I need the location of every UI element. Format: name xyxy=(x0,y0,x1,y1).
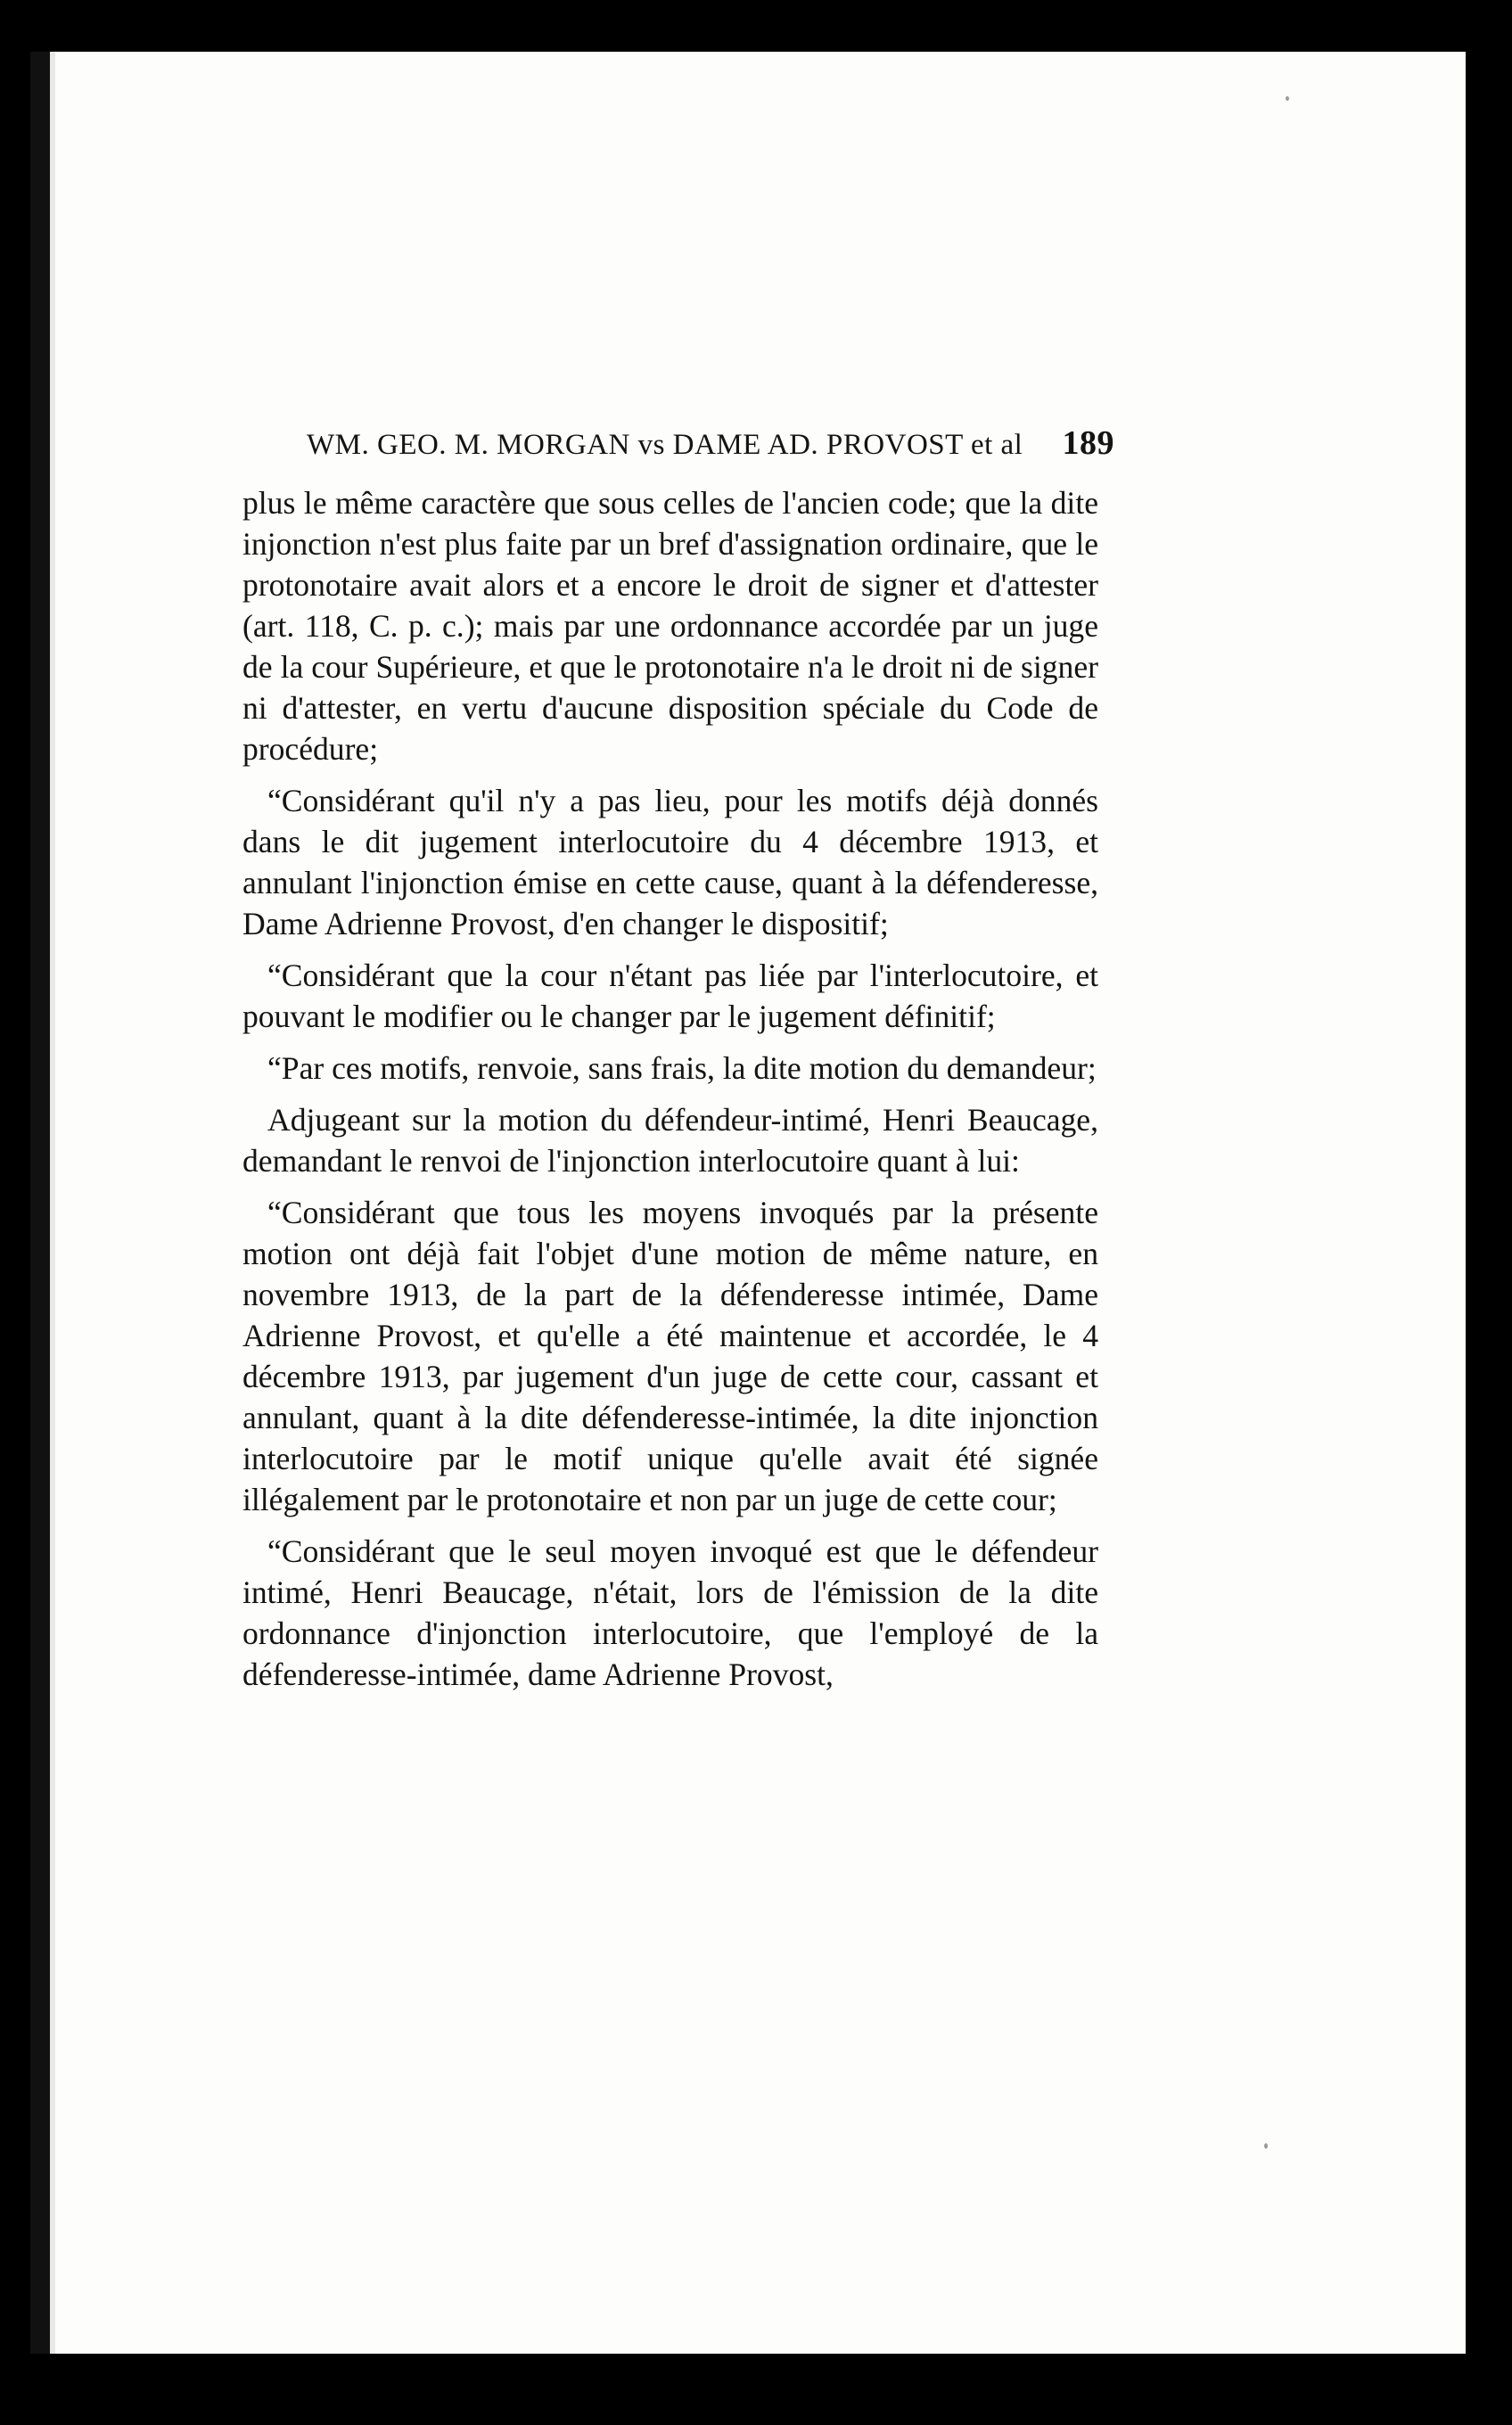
paragraph: “Considérant qu'il n'y a pas lieu, pour les motifs déjà donnés dans le dit jugement interlocutoire du 4 décembre 1913, et annulant l'injonction émise en cette cause, quant à la défenderesse, Dame Adrienne Provost, d'en changer le dispositif; xyxy=(242,783,1098,941)
paragraph: Adjugeant sur la motion du défendeur-intimé, Henri Beaucage, demandant le renvoi de l'injonction interlocutoire quant à lui: xyxy=(242,1102,1098,1179)
paragraph: “Considérant que la cour n'étant pas liée par l'interlocutoire, et pouvant le modifier ou le changer par le jugement définitif; xyxy=(242,958,1098,1034)
paragraph: plus le même caractère que sous celles de l'ancien code; que la dite injonction n'est plus faite par un bref d'assignation ordinaire, que le protonotaire avait alors et a encore le droit de signer et d'attester (art. 118, C. p. c.); mais par une ordonnance accordée par un juge de la cour Supérieure, et que le protonotaire n'a le droit ni de signer ni d'attester, en vertu d'aucune disposition spéciale du Code de procédure; xyxy=(242,485,1098,767)
paragraph: “Considérant que tous les moyens invoqués par la présente motion ont déjà fait l'objet d'une motion de même nature, en novembre 1913, de la part de la défenderesse intimée, Dame Adrienne Provost, et qu'elle a été maintenue et accordée, le 4 décembre 1913, par jugement d'un juge de cette cour, cassant et annulant, quant à la dite défenderesse-intimée, la dite injonction interlocutoire par le motif unique qu'elle avait été signée illégalement par le protonotaire et non par un juge de cette cour; xyxy=(242,1195,1098,1517)
running-head xyxy=(307,423,1114,463)
binding-edge xyxy=(30,52,50,2354)
page-content xyxy=(242,423,1114,1706)
binding-gap xyxy=(50,52,55,2354)
body-text xyxy=(242,482,1098,1695)
paragraph: “Considérant que le seul moyen invoqué est que le défendeur intimé, Henri Beaucage, n'était, lors de l'émission de la dite ordonnance d'injonction interlocutoire, que l'employé de la défenderesse-intimée, dame Adrienne Provost, xyxy=(242,1533,1098,1692)
scan-speck xyxy=(1286,96,1289,101)
page-number: 189 xyxy=(1062,424,1114,462)
paragraph: “Par ces motifs, renvoie, sans frais, la dite motion du demandeur; xyxy=(267,1050,1097,1086)
scan-speck xyxy=(1264,2143,1268,2149)
running-title: WM. GEO. M. MORGAN vs DAME AD. PROVOST et al xyxy=(307,429,1023,461)
